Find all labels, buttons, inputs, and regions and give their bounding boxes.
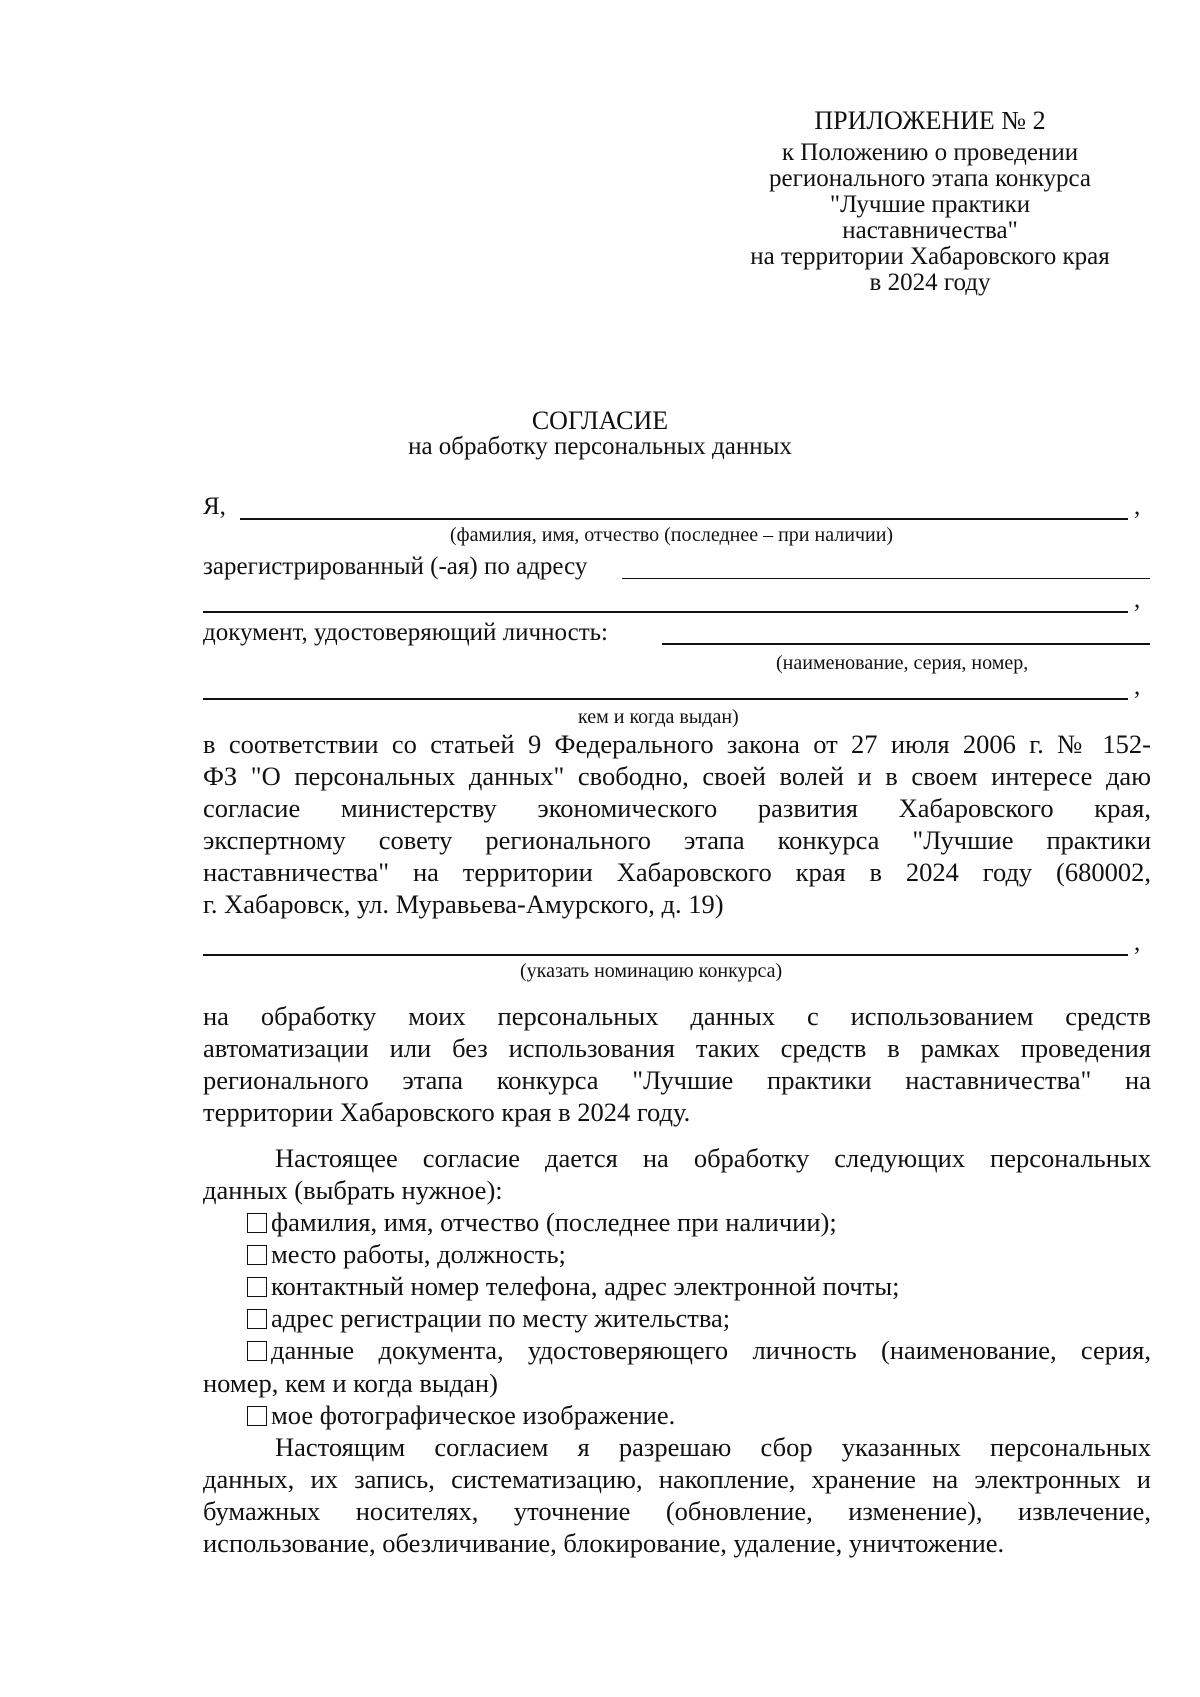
- address-field-line-2[interactable]: [203, 611, 1128, 613]
- document-field-line[interactable]: [662, 643, 1150, 645]
- address-comma: ,: [1134, 586, 1141, 613]
- appendix-line: "Лучшие практики наставничества": [829, 191, 1031, 244]
- appendix-line: к Положению о проведении: [781, 139, 1079, 166]
- appendix-number: ПРИЛОЖЕНИЕ № 2: [814, 106, 1046, 135]
- purpose-line: регионального этапа конкурса "Лучшие практики наставничества" на: [203, 1065, 1151, 1095]
- processing-line: данных, их запись, систематизацию, накопление, хранение на электронных и: [203, 1464, 1151, 1494]
- appendix-line: на территории Хабаровского края: [750, 243, 1110, 270]
- document-label: документ, удостоверяющий личность:: [203, 619, 608, 646]
- document-field-line-2[interactable]: [203, 698, 1128, 700]
- document-comma: ,: [1134, 673, 1141, 700]
- checklist-item-label: контактный номер телефона, адрес электронной почты;: [271, 1271, 900, 1301]
- document-title: [0, 408, 1200, 460]
- checklist-item[interactable]: [247, 1334, 1151, 1366]
- name-comma: ,: [1134, 493, 1141, 520]
- checklist-item[interactable]: [247, 1270, 899, 1302]
- consent-line: наставничества" на территории Хабаровского края в 2024 году (680002,: [203, 857, 1151, 887]
- purpose-line: территории Хабаровского края в 2024 году.: [203, 1097, 691, 1127]
- processing-line: использование, обезличивание, блокирование, удаление, уничтожение.: [203, 1528, 1005, 1558]
- name-hint: (фамилия, имя, отчество (последнее – при наличии): [450, 524, 894, 546]
- processing-line: Настоящим согласием я разрешаю сбор указанных персональных: [275, 1432, 1151, 1462]
- address-field-line[interactable]: [622, 578, 1150, 579]
- consent-line: экспертному совету регионального этапа конкурса "Лучшие практики: [203, 825, 1151, 855]
- address-label: зарегистрированный (-ая) по адресу: [203, 553, 588, 580]
- checklist-item-label: место работы, должность;: [271, 1239, 566, 1269]
- checklist-item-label: фамилия, имя, отчество (последнее при наличии);: [271, 1207, 837, 1237]
- name-field-line[interactable]: [240, 518, 1128, 520]
- i-label: Я,: [203, 493, 226, 520]
- data-list-intro-line: данных (выбрать нужное):: [203, 1175, 503, 1205]
- checklist-item-label: адрес регистрации по месту жительства;: [271, 1303, 731, 1333]
- checklist-item-label: мое фотографическое изображение.: [271, 1400, 676, 1430]
- checklist-item[interactable]: [247, 1399, 675, 1431]
- checklist-item[interactable]: [247, 1302, 730, 1334]
- processing-line: бумажных носителях, уточнение (обновление, изменение), извлечение,: [203, 1496, 1151, 1526]
- consent-line: в соответствии со статьей 9 Федерального закона от 27 июля 2006 г. № 152-: [203, 729, 1151, 759]
- checkbox[interactable]: [247, 1277, 267, 1297]
- purpose-line: на обработку моих персональных данных с использованием средств: [203, 1001, 1151, 1031]
- consent-line: согласие министерству экономического развития Хабаровского края,: [203, 793, 1151, 823]
- checklist-item-continuation: номер, кем и когда выдан): [203, 1368, 498, 1398]
- title-sub: на обработку персональных данных: [408, 433, 792, 460]
- consent-line: ФЗ "О персональных данных" свободно, своей волей и в своем интересе даю: [203, 761, 1151, 791]
- appendix-header: [740, 108, 1120, 296]
- data-list-intro: [203, 1142, 1151, 1206]
- checkbox[interactable]: [247, 1341, 267, 1361]
- appendix-line: регионального этапа конкурса: [768, 165, 1092, 192]
- document-hint: (наименование, серия, номер,: [776, 652, 1029, 674]
- appendix-line: в 2024 году: [869, 269, 991, 296]
- issued-hint: кем и когда выдан): [578, 706, 739, 728]
- checklist-item-label: данные документа, удостоверяющего личность (наименование, серия,: [271, 1335, 1151, 1365]
- checklist-item[interactable]: [247, 1206, 837, 1238]
- purpose-line: автоматизации или без использования таких средств в рамках проведения: [203, 1033, 1151, 1063]
- checkbox[interactable]: [247, 1213, 267, 1233]
- checklist-item[interactable]: [247, 1238, 566, 1270]
- title-main: СОГЛАСИЕ: [531, 406, 669, 435]
- nomination-hint: (указать номинацию конкурса): [520, 960, 783, 982]
- consent-paragraph: [203, 728, 1151, 920]
- processing-paragraph: [203, 1431, 1151, 1559]
- checkbox[interactable]: [247, 1245, 267, 1265]
- consent-line: г. Хабаровск, ул. Муравьева-Амурского, д. 19): [203, 889, 724, 919]
- nomination-comma: ,: [1134, 929, 1141, 956]
- checkbox[interactable]: [247, 1406, 267, 1426]
- checkbox[interactable]: [247, 1309, 267, 1329]
- data-list-intro-line: Настоящее согласие дается на обработку следующих персональных: [275, 1143, 1151, 1173]
- purpose-paragraph: [203, 1000, 1151, 1128]
- nomination-field-line[interactable]: [203, 954, 1128, 956]
